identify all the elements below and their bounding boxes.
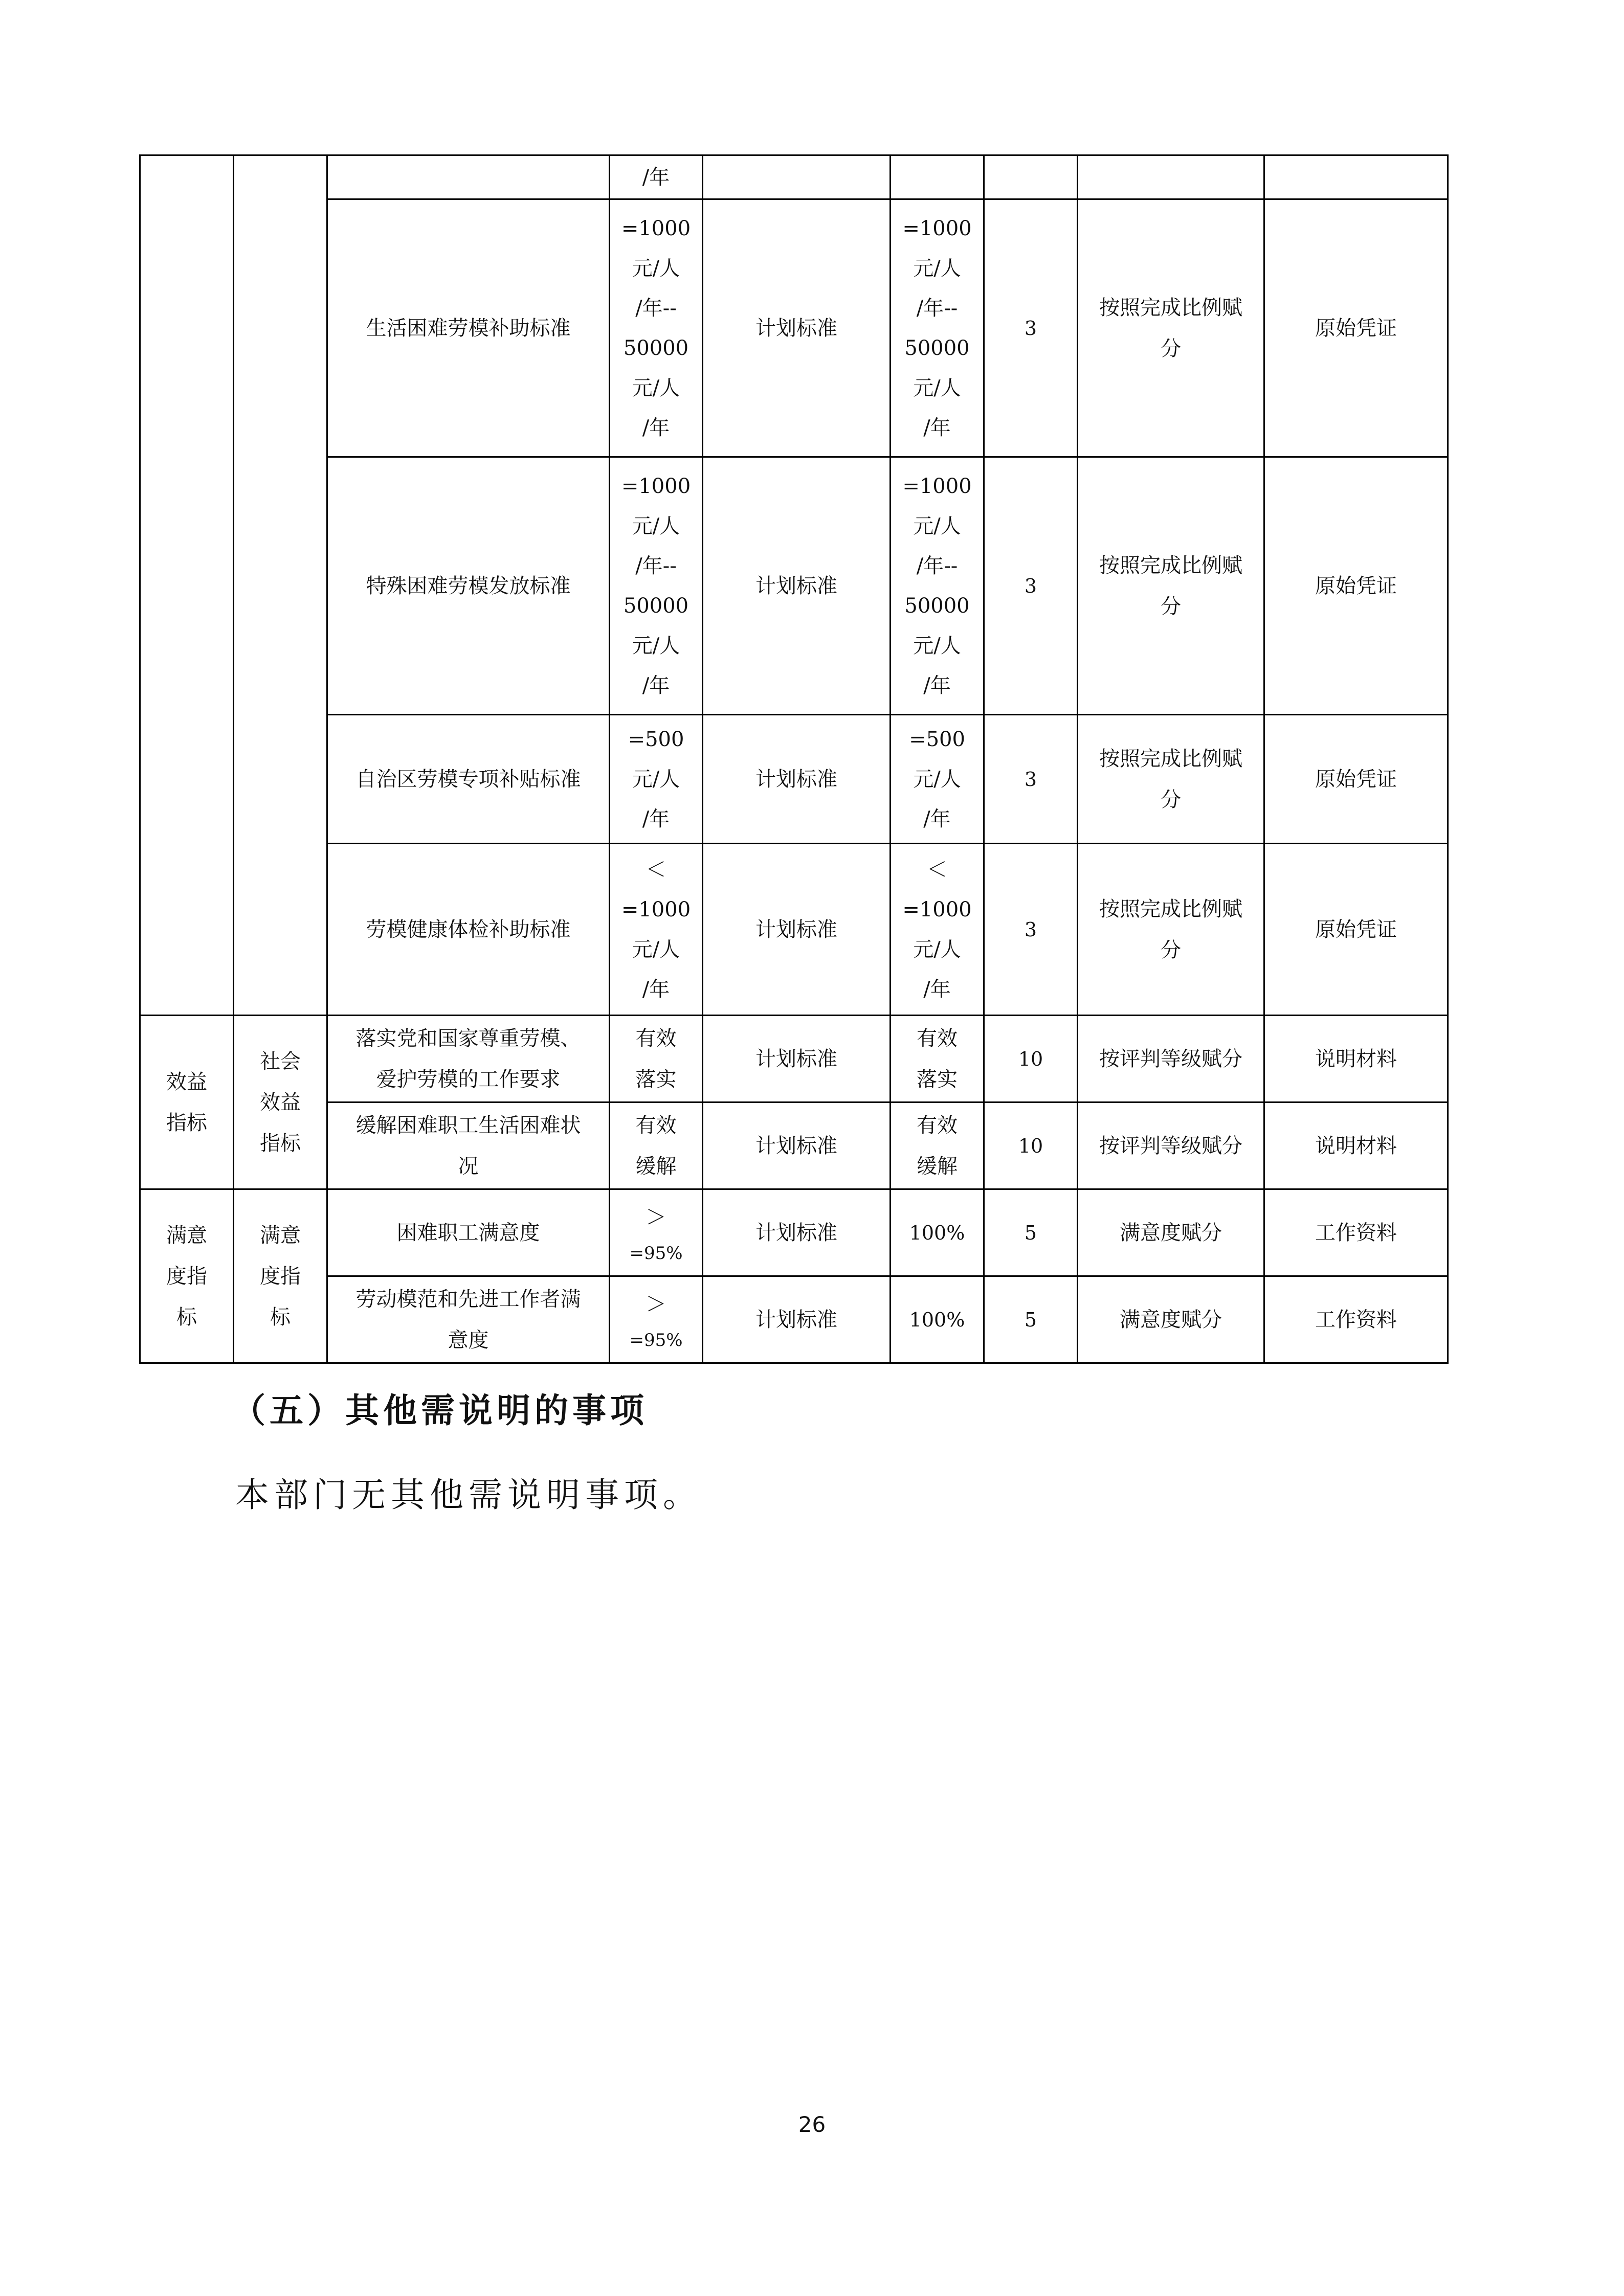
method-cell: 按照完成比例赋 分 [1078, 844, 1264, 1016]
indicator-cell: 劳模健康体检补助标准 [327, 844, 610, 1016]
method-cell: 按照完成比例赋 分 [1078, 199, 1264, 457]
evidence-cell: 原始凭证 [1264, 844, 1448, 1016]
evidence-cell: 说明材料 [1264, 1016, 1448, 1102]
score-cell: 3 [984, 844, 1078, 1016]
target-cell: ＞ =95% [610, 1276, 703, 1363]
target-cell: =500 元/人 /年 [610, 715, 703, 844]
target-cell: =1000 元/人 /年-- 50000 元/人 /年 [610, 457, 703, 715]
level1-cell-output [140, 155, 234, 1016]
score-cell: 3 [984, 457, 1078, 715]
target-cell: 有效 缓解 [610, 1102, 703, 1189]
level2-cell-output [234, 155, 327, 1016]
method-cell: 按照完成比例赋 分 [1078, 457, 1264, 715]
performance-indicator-table [139, 154, 1449, 1364]
standard-cell: 计划标准 [703, 1276, 891, 1363]
score-cell: 10 [984, 1102, 1078, 1189]
method-cell [1078, 155, 1264, 199]
standard-cell: 计划标准 [703, 457, 891, 715]
score-cell: 5 [984, 1276, 1078, 1363]
table-row [140, 1189, 1448, 1276]
evidence-cell: 工作资料 [1264, 1276, 1448, 1363]
actual-cell: 100% [891, 1276, 984, 1363]
evidence-cell: 说明材料 [1264, 1102, 1448, 1189]
score-cell [984, 155, 1078, 199]
standard-cell: 计划标准 [703, 1102, 891, 1189]
table-row [140, 715, 1448, 844]
method-cell: 满意度赋分 [1078, 1276, 1264, 1363]
standard-cell [703, 155, 891, 199]
target-cell: 有效 落实 [610, 1016, 703, 1102]
table-row [140, 1276, 1448, 1363]
target-cell: ＞ =95% [610, 1189, 703, 1276]
page-number: 26 [798, 2112, 826, 2137]
table-row [140, 155, 1448, 199]
method-cell: 满意度赋分 [1078, 1189, 1264, 1276]
actual-cell: =500 元/人 /年 [891, 715, 984, 844]
actual-cell [891, 155, 984, 199]
standard-cell: 计划标准 [703, 1016, 891, 1102]
method-cell: 按评判等级赋分 [1078, 1102, 1264, 1189]
level2-cell-satisfaction: 满意 度指 标 [234, 1189, 327, 1363]
indicator-cell: 生活困难劳模补助标准 [327, 199, 610, 457]
evidence-cell [1264, 155, 1448, 199]
indicator-cell [327, 155, 610, 199]
target-cell: /年 [610, 155, 703, 199]
indicator-cell: 落实党和国家尊重劳模、 爱护劳模的工作要求 [327, 1016, 610, 1102]
level1-cell-satisfaction: 满意 度指 标 [140, 1189, 234, 1363]
method-cell: 按照完成比例赋 分 [1078, 715, 1264, 844]
level1-cell-benefit: 效益 指标 [140, 1016, 234, 1189]
table-row [140, 457, 1448, 715]
actual-cell: 有效 缓解 [891, 1102, 984, 1189]
standard-cell: 计划标准 [703, 199, 891, 457]
indicator-cell: 劳动模范和先进工作者满 意度 [327, 1276, 610, 1363]
target-cell: ＜ =1000 元/人 /年 [610, 844, 703, 1016]
table-row [140, 199, 1448, 457]
indicator-cell: 缓解困难职工生活困难状 况 [327, 1102, 610, 1189]
evidence-cell: 原始凭证 [1264, 199, 1448, 457]
table-row [140, 844, 1448, 1016]
standard-cell: 计划标准 [703, 715, 891, 844]
score-cell: 5 [984, 1189, 1078, 1276]
score-cell: 10 [984, 1016, 1078, 1102]
section-heading: （五）其他需说明的事项 [232, 1390, 648, 1430]
indicator-cell: 自治区劳模专项补贴标准 [327, 715, 610, 844]
evidence-cell: 原始凭证 [1264, 715, 1448, 844]
actual-cell: =1000 元/人 /年-- 50000 元/人 /年 [891, 199, 984, 457]
indicator-cell: 困难职工满意度 [327, 1189, 610, 1276]
score-cell: 3 [984, 199, 1078, 457]
actual-cell: 100% [891, 1189, 984, 1276]
standard-cell: 计划标准 [703, 1189, 891, 1276]
table-row [140, 1102, 1448, 1189]
actual-cell: ＜ =1000 元/人 /年 [891, 844, 984, 1016]
evidence-cell: 工作资料 [1264, 1189, 1448, 1276]
standard-cell: 计划标准 [703, 844, 891, 1016]
level2-cell-social-benefit: 社会 效益 指标 [234, 1016, 327, 1189]
table-row [140, 1016, 1448, 1102]
actual-cell: 有效 落实 [891, 1016, 984, 1102]
indicator-cell: 特殊困难劳模发放标准 [327, 457, 610, 715]
actual-cell: =1000 元/人 /年-- 50000 元/人 /年 [891, 457, 984, 715]
score-cell: 3 [984, 715, 1078, 844]
evidence-cell: 原始凭证 [1264, 457, 1448, 715]
section-body-text: 本部门无其他需说明事项。 [235, 1475, 702, 1515]
target-cell: =1000 元/人 /年-- 50000 元/人 /年 [610, 199, 703, 457]
method-cell: 按评判等级赋分 [1078, 1016, 1264, 1102]
